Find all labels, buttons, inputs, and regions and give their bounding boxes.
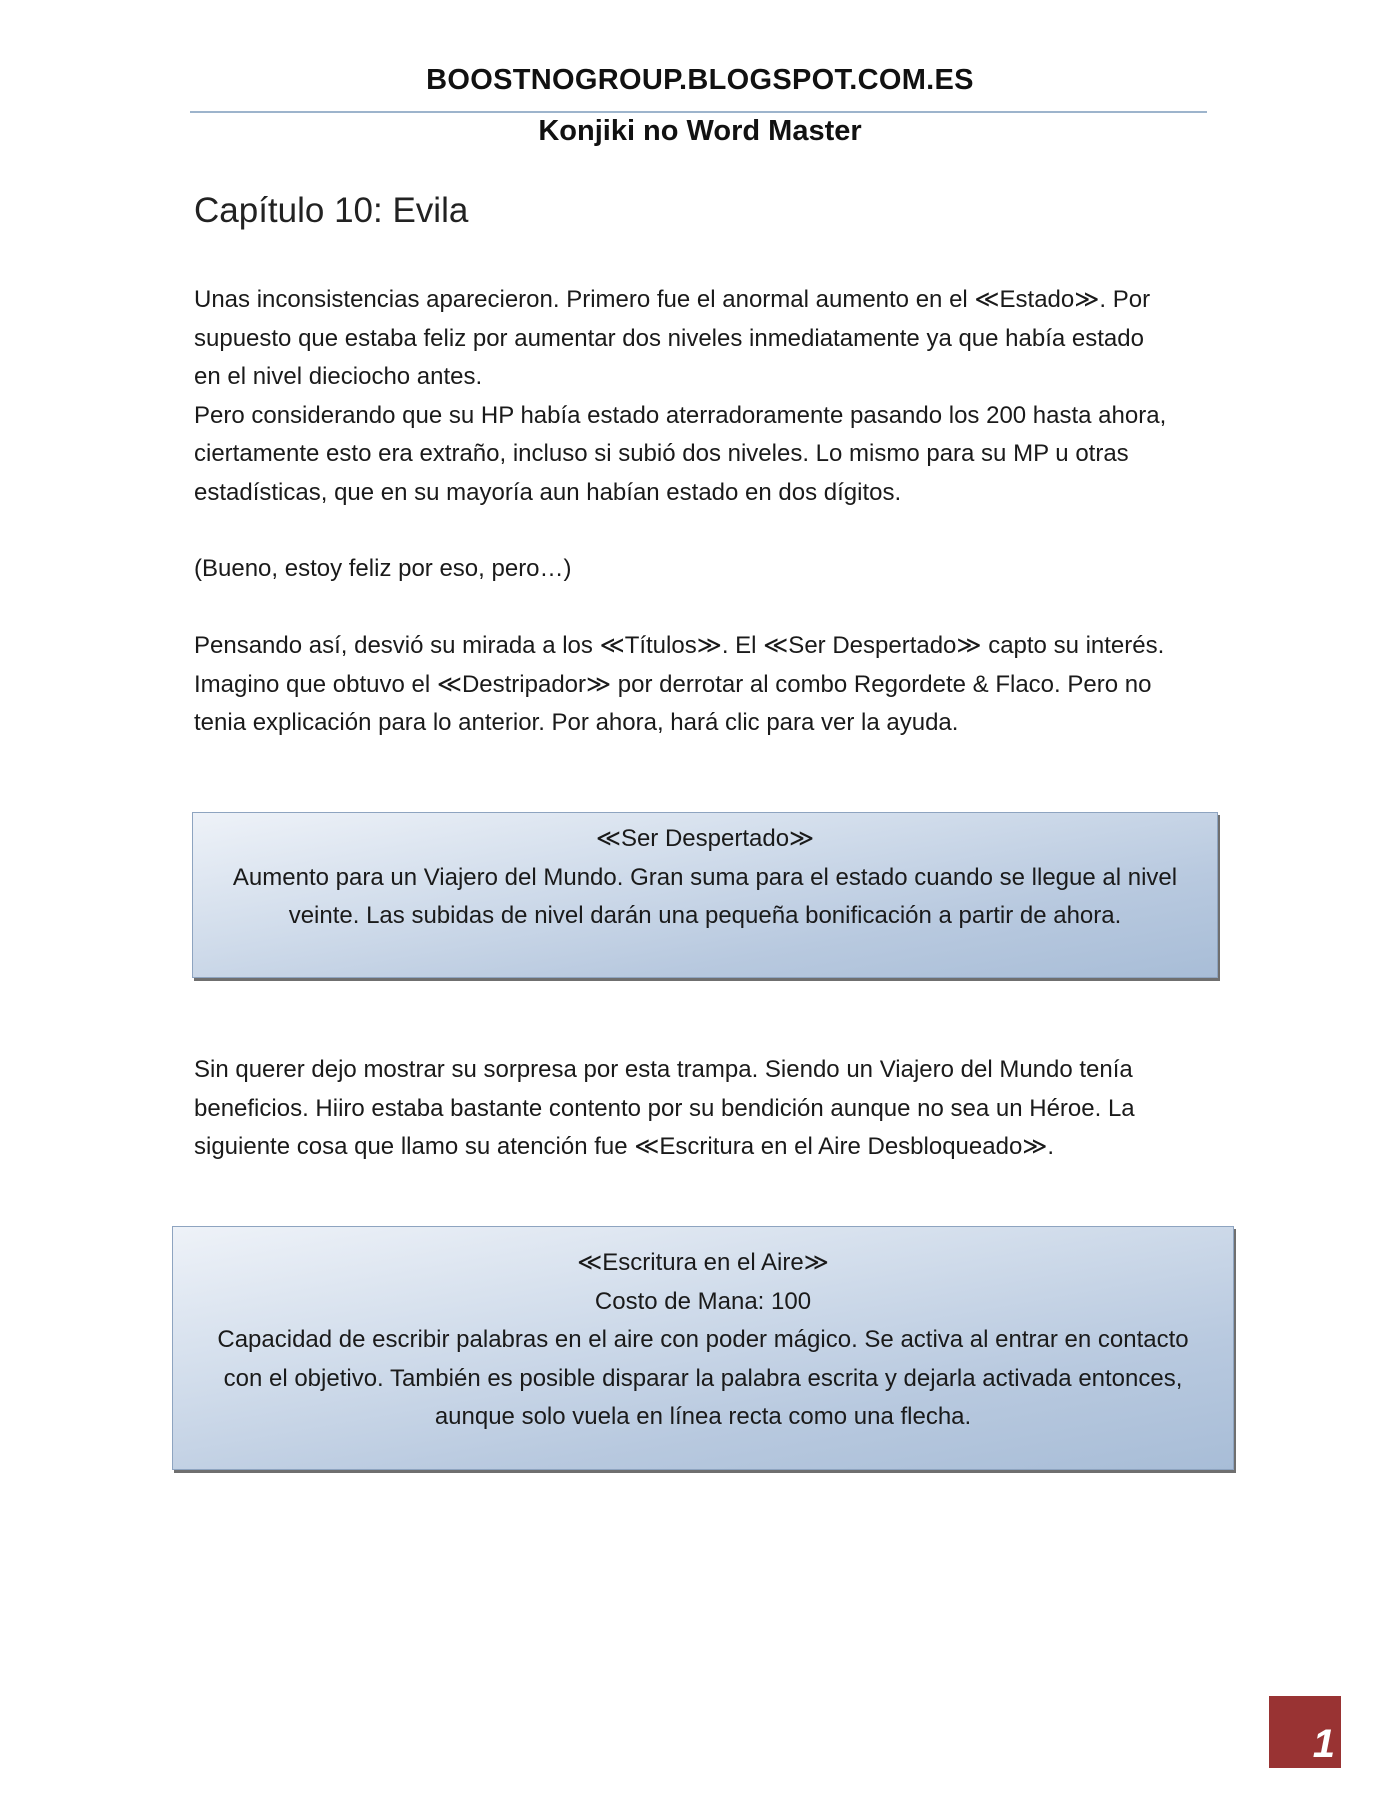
paragraph-1 xyxy=(194,281,1234,512)
paragraph-line: ciertamente esto era extraño, incluso si subió dos niveles. Lo mismo para su MP u otras xyxy=(194,440,1129,467)
info-box-line: Costo de Mana: 100 xyxy=(594,1287,812,1315)
info-box-escritura-en-el-aire xyxy=(172,1226,1234,1470)
info-box-heading: ≪Escritura en el Aire≫ xyxy=(577,1249,829,1276)
paragraph-line: tenia explicación para lo anterior. Por ahora, hará clic para ver la ayuda. xyxy=(194,709,959,736)
paragraph-line: en el nivel dieciocho antes. xyxy=(194,363,483,390)
paragraph-line: Pensando así, desvió su mirada a los ≪Títulos≫. El ≪Ser Despertado≫ capto su interés. xyxy=(194,632,1165,659)
chapter-title: Capítulo 10: Evila xyxy=(194,191,469,230)
paragraph-line: (Bueno, estoy feliz por eso, pero…) xyxy=(194,555,572,582)
paragraph-line: Imagino que obtuvo el ≪Destripador≫ por derrotar al combo Regordete & Flaco. Pero no xyxy=(194,670,1152,698)
paragraph-line: Unas inconsistencias aparecieron. Primero fue el anormal aumento en el ≪Estado≫. Por xyxy=(194,286,1151,313)
header-divider xyxy=(190,111,1207,113)
paragraph-2 xyxy=(194,550,1234,589)
info-box-line: aunque solo vuela en línea recta como una flecha. xyxy=(434,1403,972,1430)
info-box-line: con el objetivo. También es posible disparar la palabra escrita y dejarla activada entonces, xyxy=(223,1364,1183,1392)
paragraph-line: supuesto que estaba feliz por aumentar dos niveles inmediatamente ya que había estado xyxy=(194,324,1144,352)
page-number: 1 xyxy=(1312,1722,1335,1766)
info-box-line: veinte. Las subidas de nivel darán una pequeña bonificación a partir de ahora. xyxy=(288,902,1122,929)
paragraph-4 xyxy=(194,1051,1234,1167)
paragraph-3 xyxy=(194,627,1234,743)
page-number-badge xyxy=(1269,1696,1341,1766)
info-box-line: Aumento para un Viajero del Mundo. Gran suma para el estado cuando se llegue al nivel xyxy=(232,863,1178,891)
paragraph-line: beneficios. Hiiro estaba bastante contento por su bendición aunque no sea un Héroe. La xyxy=(194,1094,1135,1122)
info-box-ser-despertado xyxy=(192,812,1218,978)
site-header: BOOSTNOGROUP.BLOGSPOT.COM.ES xyxy=(426,64,974,96)
paragraph-line: siguiente cosa que llamo su atención fue ≪Escritura en el Aire Desbloqueado≫. xyxy=(194,1133,1055,1160)
paragraph-line: Sin querer dejo mostrar su sorpresa por esta trampa. Siendo un Viajero del Mundo tenía xyxy=(194,1056,1133,1083)
paragraph-line: Pero considerando que su HP había estado aterradoramente pasando los 200 hasta ahora, xyxy=(194,401,1167,429)
info-box-line: Capacidad de escribir palabras en el aire con poder mágico. Se activa al entrar en contacto xyxy=(217,1326,1189,1353)
paragraph-line: estadísticas, que en su mayoría aun habían estado en dos dígitos. xyxy=(194,478,902,506)
info-box-heading: ≪Ser Despertado≫ xyxy=(595,825,815,852)
document-title: Konjiki no Word Master xyxy=(538,115,862,147)
page-number-underline xyxy=(1269,1766,1341,1768)
